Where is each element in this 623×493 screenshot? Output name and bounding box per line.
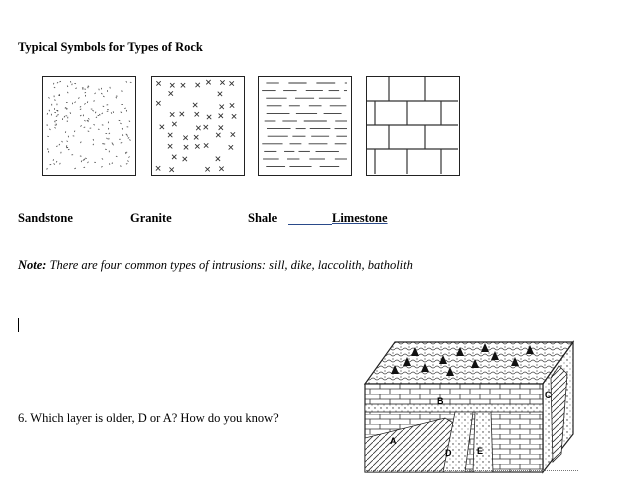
label-d: D <box>445 448 452 458</box>
question-6: 6. Which layer is older, D or A? How do you know? <box>18 411 279 425</box>
sandstone-symbol <box>42 76 136 176</box>
sandstone-label: Sandstone <box>18 211 73 225</box>
label-b: B <box>437 396 444 406</box>
label-e: E <box>477 446 484 456</box>
limestone-label: Limestone <box>332 211 388 225</box>
dotted-answer-line <box>366 470 578 471</box>
answer-blank-line <box>288 224 332 225</box>
granite-symbol <box>151 76 245 176</box>
intrusion-note <box>18 258 413 273</box>
label-c: C <box>545 390 552 400</box>
granite-label: Granite <box>130 211 172 225</box>
note-lead: Note: <box>18 258 47 272</box>
limestone-symbol <box>366 76 460 176</box>
note-text: There are four common types of intrusions: sill, dike, laccolith, batholith <box>46 258 413 272</box>
label-a: A <box>390 436 397 446</box>
rock-symbols-heading: Typical Symbols for Types of Rock <box>18 40 203 54</box>
text-cursor[interactable] <box>18 318 19 332</box>
shale-label: Shale <box>248 211 278 225</box>
shale-symbol <box>258 76 352 176</box>
geologic-block-diagram <box>355 334 581 474</box>
